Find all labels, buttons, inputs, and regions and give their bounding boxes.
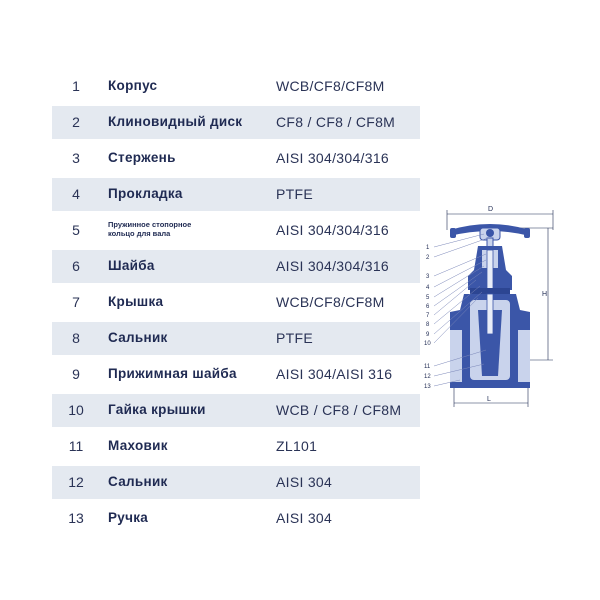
part-material: AISI 304 — [276, 474, 333, 490]
stem-and-bonnet — [468, 238, 512, 298]
table-row — [52, 356, 420, 392]
part-name: Гайка крышки — [108, 402, 206, 417]
part-material: ZL101 — [276, 438, 318, 454]
table-row — [52, 500, 420, 536]
part-name: Стержень — [108, 150, 176, 165]
callout-13: 13 — [424, 384, 431, 390]
table-row — [52, 104, 420, 140]
part-material: WCB/CF8/CF8M — [276, 294, 385, 310]
callout-12: 12 — [424, 374, 431, 380]
part-material: PTFE — [276, 186, 313, 202]
part-name: Маховик — [108, 438, 168, 453]
part-name: Ручка — [108, 510, 149, 525]
callout-2: 2 — [426, 255, 430, 261]
part-material: WCB / CF8 / CF8M — [276, 402, 402, 418]
table-row — [52, 68, 420, 104]
table-row — [52, 428, 420, 464]
row-number: 7 — [72, 294, 80, 310]
part-material: WCB/CF8/CF8M — [276, 78, 385, 94]
valve-cross-section-drawing — [420, 200, 580, 410]
callout-5: 5 — [426, 295, 430, 301]
row-number: 8 — [72, 330, 80, 346]
row-number: 6 — [72, 258, 80, 274]
row-number: 10 — [68, 402, 84, 418]
table-row — [52, 248, 420, 284]
row-number: 9 — [72, 366, 80, 382]
table-row — [52, 464, 420, 500]
part-name: Сальник — [108, 330, 168, 345]
row-number: 4 — [72, 186, 80, 202]
row-number: 2 — [72, 114, 80, 130]
callout-8: 8 — [426, 322, 430, 328]
callout-1: 1 — [426, 245, 430, 251]
row-number: 3 — [72, 150, 80, 166]
row-number: 5 — [72, 222, 80, 238]
part-name: Шайба — [108, 258, 155, 273]
table-row — [52, 212, 420, 248]
part-material: CF8 / CF8 / CF8M — [276, 114, 396, 130]
callout-7: 7 — [426, 313, 430, 319]
callout-10: 10 — [424, 341, 431, 347]
parts-table — [52, 68, 420, 536]
table-row — [52, 284, 420, 320]
callout-4: 4 — [426, 285, 430, 291]
callout-11: 11 — [424, 364, 431, 370]
table-row — [52, 320, 420, 356]
callout-3: 3 — [426, 274, 430, 280]
part-name: Прижимная шайба — [108, 366, 237, 381]
part-name: Прокладка — [108, 186, 183, 201]
part-material: AISI 304/AISI 316 — [276, 366, 393, 382]
dimension-l-label: L — [487, 396, 491, 403]
callout-9: 9 — [426, 332, 430, 338]
table-row — [52, 176, 420, 212]
part-name: Корпус — [108, 78, 158, 93]
table-row — [52, 140, 420, 176]
callout-6: 6 — [426, 304, 430, 310]
part-material: AISI 304/304/316 — [276, 150, 389, 166]
part-material: AISI 304/304/316 — [276, 258, 389, 274]
part-name: Сальник — [108, 474, 168, 489]
part-material: AISI 304 — [276, 510, 333, 526]
part-material: AISI 304/304/316 — [276, 222, 389, 238]
table-row — [52, 392, 420, 428]
row-number: 1 — [72, 78, 80, 94]
dimension-h-label: H — [542, 291, 548, 298]
part-name — [108, 220, 191, 238]
row-number: 13 — [68, 510, 84, 526]
dimension-d-label: D — [488, 206, 494, 213]
row-number: 12 — [68, 474, 84, 490]
part-name-line-2: кольцо для вала — [108, 229, 171, 238]
part-name: Клиновидный диск — [108, 114, 243, 129]
part-name: Крышка — [108, 294, 164, 309]
part-material: PTFE — [276, 330, 313, 346]
row-number: 11 — [68, 438, 84, 454]
part-name-line-1: Пружинное стопорное — [108, 220, 192, 229]
callout-numbers — [424, 245, 431, 390]
valve-body — [450, 294, 530, 388]
